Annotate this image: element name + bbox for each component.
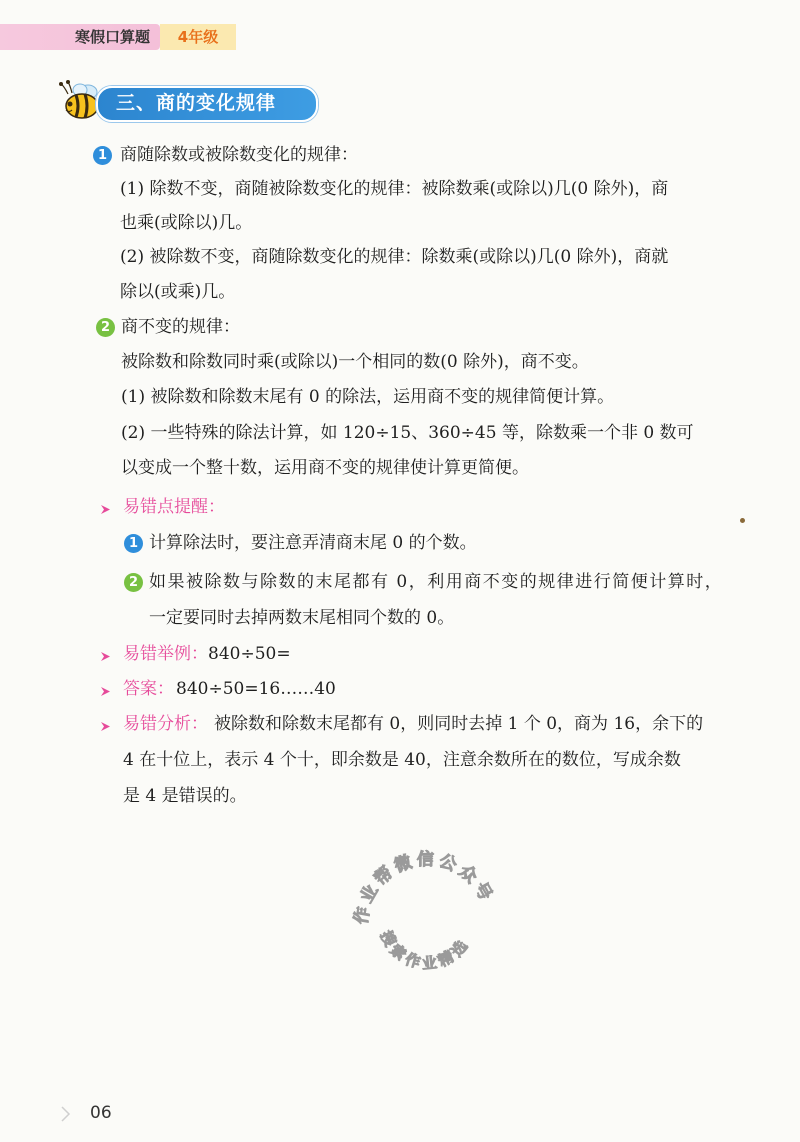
tip2-line2: 一定要同时去掉两数末尾相同个数的 0。	[149, 608, 455, 628]
point1-rule2-line1: (2) 被除数不变，商随除数变化的规律：除数乘(或除以)几(0 除外)，商就	[120, 247, 669, 267]
pink-arrow-icon	[100, 651, 111, 662]
tip1-text: 计算除法时，要注意弄清商末尾 0 的个数。	[149, 533, 477, 553]
example-expression: 840÷50=	[208, 644, 291, 664]
analysis-line2: 4 在十位上，表示 4 个十，即余数是 40，注意余数所在的数位，写成余数	[123, 750, 681, 770]
chevron-right-icon	[60, 1105, 72, 1123]
point2-item2-line1: (2) 一些特殊的除法计算，如 120÷15、360÷45 等，除数乘一个非 0 数可	[121, 423, 694, 443]
point2-number-badge: 2	[96, 318, 115, 337]
pink-arrow-icon	[100, 504, 111, 515]
paper-speck	[740, 518, 745, 523]
point1-rule2-line2: 除以(或乘)几。	[120, 282, 236, 302]
page-number: 06	[90, 1103, 112, 1123]
tip2-number-badge: 2	[124, 573, 143, 592]
header-grade: 4年级	[160, 24, 236, 50]
example-label: 易错举例：	[123, 644, 208, 664]
analysis-line1: 被除数和除数末尾都有 0，则同时去掉 1 个 0，商为 16，余下的	[214, 714, 704, 734]
point1-number-badge: 1	[93, 146, 112, 165]
point1-heading: 商随除数或被除数变化的规律：	[120, 145, 358, 165]
point2-description: 被除数和除数同时乘(或除以)一个相同的数(0 除外)，商不变。	[121, 352, 589, 372]
svg-text:搜索作业精选: 搜索作业精选	[376, 927, 474, 973]
analysis-line3: 是 4 是错误的。	[123, 786, 247, 806]
point2-item2-line2: 以变成一个整十数，运用商不变的规律使计算更简便。	[121, 458, 529, 478]
point2-item1: (1) 被除数和除数末尾有 0 的除法，运用商不变的规律简便计算。	[121, 387, 615, 407]
point1-rule1-line1: (1) 除数不变，商随被除数变化的规律：被除数乘(或除以)几(0 除外)，商	[120, 179, 669, 199]
answer-label: 答案：	[123, 679, 174, 699]
svg-text:作业帮微信公众号: 作业帮微信公众号	[351, 849, 498, 926]
pink-arrow-icon	[100, 686, 111, 697]
header-book-title: 寒假口算题	[0, 24, 160, 50]
point1-rule1-line2: 也乘(或除以)几。	[120, 213, 253, 233]
tip2-line1: 如果被除数与除数的末尾都有 0，利用商不变的规律进行简便计算时，	[149, 572, 724, 592]
section-title: 三、商的变化规律	[116, 92, 277, 114]
answer-expression: 840÷50=16……40	[176, 679, 336, 699]
watermark-stamp	[342, 830, 512, 980]
point2-heading: 商不变的规律：	[121, 317, 240, 337]
analysis-label: 易错分析：	[123, 714, 208, 734]
pink-arrow-icon	[100, 721, 111, 732]
mistake-tips-label: 易错点提醒：	[123, 497, 225, 517]
tip1-number-badge: 1	[124, 534, 143, 553]
